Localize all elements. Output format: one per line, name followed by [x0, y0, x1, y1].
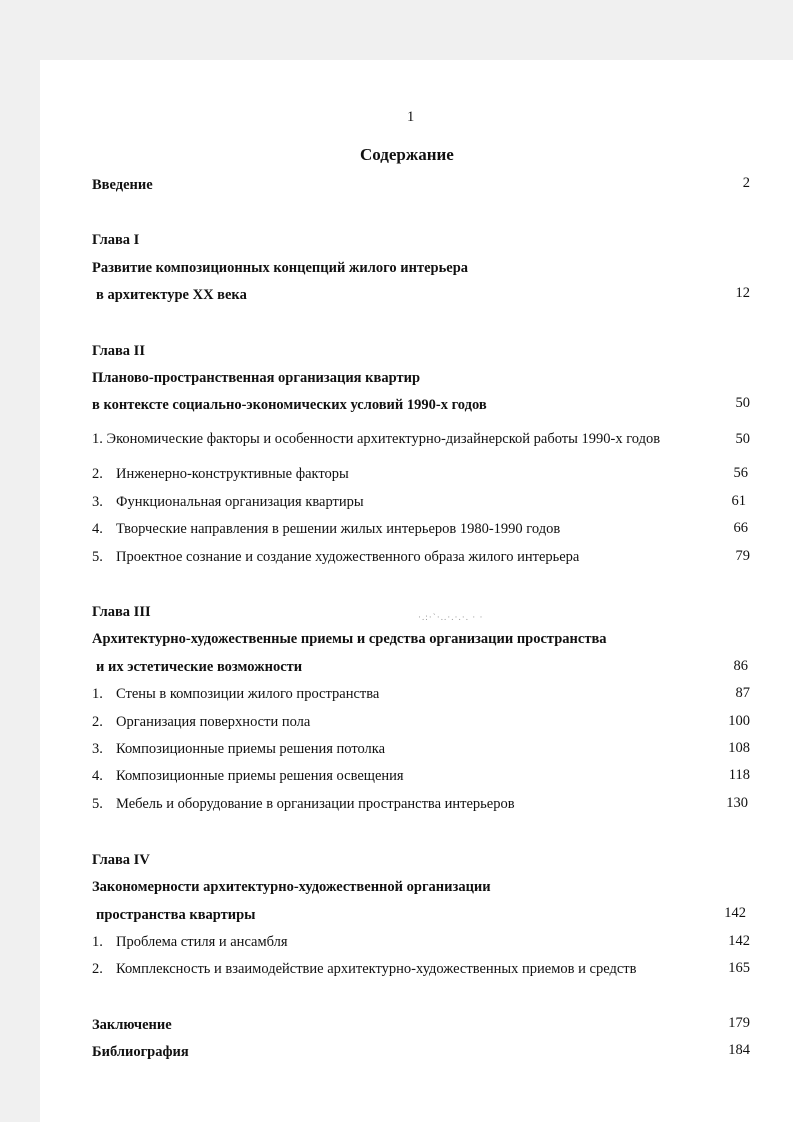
chapter3-item-5-text: Мебель и оборудование в организации пространства интерьеров [116, 796, 515, 812]
chapter3-item-3-page: 108 [728, 740, 750, 756]
chapter3-item-1-num: 1. [92, 686, 103, 702]
chapter4-item-2-page: 165 [728, 960, 750, 976]
chapter3-item-3-text: Композиционные приемы решения потолка [116, 741, 386, 757]
chapter3-item-4-num: 4. [92, 768, 103, 784]
chapter2-item-1-page: 50 [735, 431, 750, 447]
chapter2-item-2-page: 56 [733, 465, 748, 481]
chapter3-item-2-num: 2. [92, 714, 103, 730]
chapter2-page: 50 [735, 395, 750, 411]
chapter3-item-4-text: Композиционные приемы решения освещения [116, 768, 404, 784]
chapter1-title-line1: Развитие композиционных концепций жилого интерьера [92, 260, 469, 276]
toc-intro-page: 2 [742, 175, 750, 191]
page-title: Содержание [360, 145, 454, 164]
chapter4-title-line1: Закономерности архитектурно-художественной организации [92, 879, 491, 895]
toc-intro-label: Введение [92, 177, 153, 193]
toc-bibliography-page: 184 [728, 1042, 750, 1058]
chapter1-title-line2: в архитектуре XX века [96, 287, 247, 303]
toc-bibliography-label: Библиография [92, 1044, 189, 1060]
chapter3-heading: Глава III [92, 604, 151, 620]
chapter2-title-line2: в контексте социально-экономических условий 1990-х годов [92, 397, 487, 413]
chapter4-item-1-page: 142 [728, 933, 750, 949]
page-number: 1 [407, 109, 415, 125]
chapter2-item-1 [92, 430, 660, 448]
chapter4-title-line2: пространства квартиры [96, 907, 256, 923]
chapter2-item-2-num: 2. [92, 466, 103, 482]
chapter2-heading: Глава II [92, 343, 145, 359]
toc-conclusion-label: Заключение [92, 1017, 172, 1033]
scan-specks: ·.:·`·..·.·.·. · · [418, 612, 484, 622]
chapter4-item-1-text: Проблема стиля и ансамбля [116, 934, 288, 950]
chapter3-title-line2: и их эстетические возможности [96, 659, 303, 675]
chapter2-item-5-text: Проектное сознание и создание художественного образа жилого интерьера [116, 549, 580, 565]
chapter3-item-1-page: 87 [735, 685, 750, 701]
chapter2-title-line1: Планово-пространственная организация квартир [92, 370, 421, 386]
chapter3-item-5-page: 130 [726, 795, 748, 811]
chapter3-item-5-num: 5. [92, 796, 103, 812]
chapter2-item-5-page: 79 [735, 548, 750, 564]
chapter3-item-2-text: Организация поверхности пола [116, 714, 311, 730]
chapter2-item-4-page: 66 [733, 520, 748, 536]
chapter4-item-2-num: 2. [92, 961, 103, 977]
chapter3-item-2-page: 100 [728, 713, 750, 729]
chapter2-item-4-num: 4. [92, 521, 103, 537]
chapter3-title-line1: Архитектурно-художественные приемы и средства организации пространства [92, 631, 607, 647]
chapter3-item-4-page: 118 [728, 767, 750, 783]
chapter2-item-3-text: Функциональная организация квартиры [116, 494, 364, 510]
chapter4-item-1-num: 1. [92, 934, 103, 950]
chapter1-page: 12 [735, 285, 750, 301]
chapter4-item-2-text: Комплексность и взаимодействие архитектурно-художественных приемов и средств [116, 961, 637, 977]
chapter1-heading: Глава I [92, 232, 140, 248]
chapter3-item-3-num: 3. [92, 741, 103, 757]
chapter2-item-3-page: 61 [731, 493, 746, 509]
toc-conclusion-page: 179 [728, 1015, 750, 1031]
chapter2-item-2-text: Инженерно-конструктивные факторы [116, 466, 349, 482]
chapter2-item-3-num: 3. [92, 494, 103, 510]
chapter3-item-1-text: Стены в композиции жилого пространства [116, 686, 380, 702]
chapter4-page: 142 [724, 905, 746, 921]
chapter2-item-5-num: 5. [92, 549, 103, 565]
chapter3-page: 86 [733, 658, 748, 674]
chapter4-heading: Глава IV [92, 852, 150, 868]
chapter2-item-1-num: 1. [92, 431, 103, 447]
chapter2-item-1-text: Экономические факторы и особенности архитектурно-дизайнерской работы 1990-х годов [106, 431, 661, 447]
chapter2-item-4-text: Творческие направления в решении жилых интерьеров 1980-1990 годов [116, 521, 561, 537]
